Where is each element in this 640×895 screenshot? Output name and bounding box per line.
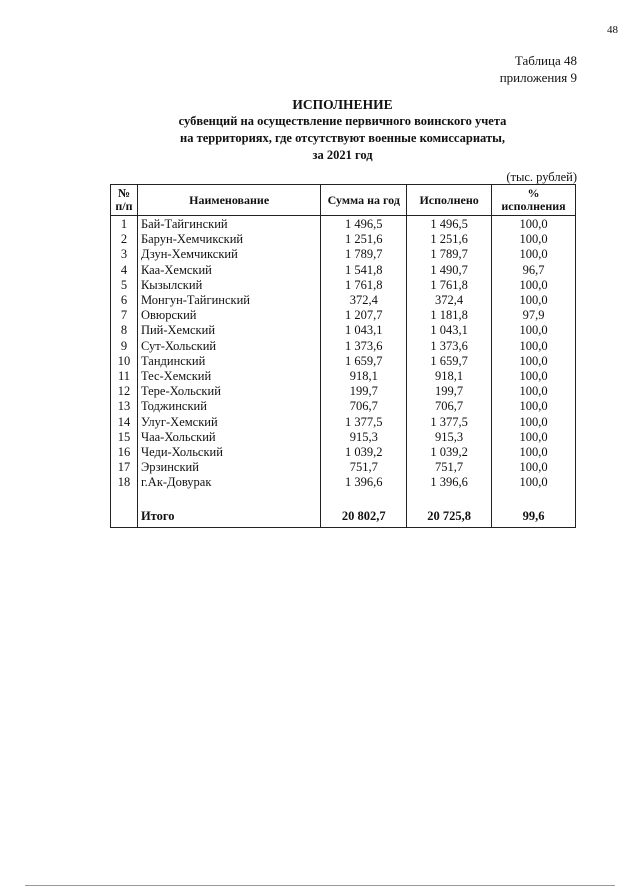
row-year-sum: 1 039,2 <box>321 445 407 460</box>
row-executed: 1 043,1 <box>407 323 492 338</box>
row-executed: 1 039,2 <box>407 445 492 460</box>
row-name: Каа-Хемский <box>137 263 320 278</box>
table-row <box>111 399 576 414</box>
row-executed: 1 496,5 <box>407 216 492 233</box>
header-num <box>111 185 138 216</box>
row-name: Тес-Хемский <box>137 369 320 384</box>
row-executed: 372,4 <box>407 293 492 308</box>
table-row <box>111 263 576 278</box>
row-year-sum: 918,1 <box>321 369 407 384</box>
row-number: 10 <box>111 354 138 369</box>
row-year-sum: 199,7 <box>321 384 407 399</box>
row-executed: 915,3 <box>407 430 492 445</box>
row-pct: 100,0 <box>492 247 576 262</box>
row-year-sum: 372,4 <box>321 293 407 308</box>
table-ref-line2: приложения 9 <box>499 70 577 85</box>
table-row <box>111 278 576 293</box>
row-year-sum: 1 789,7 <box>321 247 407 262</box>
row-name: Тере-Хольский <box>137 384 320 399</box>
row-executed: 918,1 <box>407 369 492 384</box>
row-number: 8 <box>111 323 138 338</box>
row-pct: 100,0 <box>492 369 576 384</box>
row-pct: 96,7 <box>492 263 576 278</box>
title-line3: на территориях, где отсутствуют военные комиссариаты, <box>180 131 505 145</box>
row-pct: 100,0 <box>492 278 576 293</box>
row-year-sum: 1 373,6 <box>321 339 407 354</box>
row-pct: 100,0 <box>492 475 576 490</box>
table-row <box>111 354 576 369</box>
row-year-sum: 1 207,7 <box>321 308 407 323</box>
row-number: 4 <box>111 263 138 278</box>
row-year-sum: 1 043,1 <box>321 323 407 338</box>
row-number: 3 <box>111 247 138 262</box>
row-name: Монгун-Тайгинский <box>137 293 320 308</box>
row-number: 5 <box>111 278 138 293</box>
row-pct: 100,0 <box>492 293 576 308</box>
header-num-line1: № <box>117 186 130 200</box>
row-name: Чеди-Хольский <box>137 445 320 460</box>
row-name: Сут-Хольский <box>137 339 320 354</box>
spacer-cell <box>492 490 576 505</box>
row-executed: 1 789,7 <box>407 247 492 262</box>
row-number: 1 <box>111 216 138 233</box>
row-pct: 97,9 <box>492 308 576 323</box>
row-pct: 100,0 <box>492 339 576 354</box>
table-ref-line1: Таблица 48 <box>514 53 577 68</box>
row-year-sum: 751,7 <box>321 460 407 475</box>
table-row <box>111 430 576 445</box>
table-row <box>111 323 576 338</box>
row-pct: 100,0 <box>492 232 576 247</box>
total-executed: 20 725,8 <box>407 505 492 528</box>
row-pct: 100,0 <box>492 430 576 445</box>
header-executed: Исполнено <box>407 185 492 216</box>
table-row <box>111 445 576 460</box>
spacer-cell <box>321 490 407 505</box>
row-number: 18 <box>111 475 138 490</box>
table-row <box>111 475 576 490</box>
row-year-sum: 1 541,8 <box>321 263 407 278</box>
header-year-sum: Сумма на год <box>321 185 407 216</box>
row-year-sum: 915,3 <box>321 430 407 445</box>
row-number: 6 <box>111 293 138 308</box>
row-year-sum: 1 377,5 <box>321 414 407 429</box>
row-executed: 1 373,6 <box>407 339 492 354</box>
row-pct: 100,0 <box>492 399 576 414</box>
row-number: 2 <box>111 232 138 247</box>
total-year-sum: 20 802,7 <box>321 505 407 528</box>
row-pct: 100,0 <box>492 384 576 399</box>
spacer-cell <box>137 490 320 505</box>
row-pct: 100,0 <box>492 216 576 233</box>
table-row <box>111 308 576 323</box>
row-number: 17 <box>111 460 138 475</box>
total-name: Итого <box>137 505 320 528</box>
row-executed: 706,7 <box>407 399 492 414</box>
row-executed: 1 396,6 <box>407 475 492 490</box>
spacer-row <box>111 490 576 505</box>
row-number: 16 <box>111 445 138 460</box>
header-row <box>111 185 576 216</box>
table-row <box>111 414 576 429</box>
row-executed: 1 490,7 <box>407 263 492 278</box>
row-name: Кызылский <box>137 278 320 293</box>
row-number: 7 <box>111 308 138 323</box>
row-year-sum: 1 251,6 <box>321 232 407 247</box>
row-pct: 100,0 <box>492 354 576 369</box>
row-executed: 199,7 <box>407 384 492 399</box>
row-executed: 1 761,8 <box>407 278 492 293</box>
spacer-cell <box>111 490 138 505</box>
row-number: 13 <box>111 399 138 414</box>
row-year-sum: 1 761,8 <box>321 278 407 293</box>
row-executed: 1 251,6 <box>407 232 492 247</box>
row-executed: 1 659,7 <box>407 354 492 369</box>
table-row <box>111 247 576 262</box>
header-num-line2: п/п <box>115 199 133 213</box>
row-name: Бай-Тайгинский <box>137 216 320 233</box>
title-line2: субвенций на осуществление первичного воинского учета <box>178 114 507 128</box>
total-row <box>111 505 576 528</box>
row-number: 12 <box>111 384 138 399</box>
table-row <box>111 384 576 399</box>
title-main: ИСПОЛНЕНИЕ <box>292 97 393 112</box>
row-name: Барун-Хемчикский <box>137 232 320 247</box>
row-number: 11 <box>111 369 138 384</box>
spacer-cell <box>407 490 492 505</box>
row-pct: 100,0 <box>492 323 576 338</box>
subvention-table <box>110 184 576 528</box>
row-number: 15 <box>111 430 138 445</box>
row-number: 9 <box>111 339 138 354</box>
row-name: Чаа-Хольский <box>137 430 320 445</box>
row-executed: 1 377,5 <box>407 414 492 429</box>
header-pct-line2: исполнения <box>501 199 566 213</box>
page-number: 48 <box>607 24 618 36</box>
table-row <box>111 216 576 233</box>
table-row <box>111 232 576 247</box>
row-year-sum: 1 659,7 <box>321 354 407 369</box>
header-pct-line1: % <box>527 186 540 200</box>
title-line4: за 2021 год <box>312 148 373 162</box>
row-pct: 100,0 <box>492 445 576 460</box>
row-name: Пий-Хемский <box>137 323 320 338</box>
table-body <box>111 216 576 528</box>
row-number: 14 <box>111 414 138 429</box>
row-name: Тандинский <box>137 354 320 369</box>
units-label: (тыс. рублей) <box>506 170 577 184</box>
table-row <box>111 460 576 475</box>
table-row <box>111 293 576 308</box>
footer-rule <box>25 885 615 886</box>
table-row <box>111 369 576 384</box>
row-name: Овюрский <box>137 308 320 323</box>
row-name: Дзун-Хемчикский <box>137 247 320 262</box>
row-name: Тоджинский <box>137 399 320 414</box>
row-name: Улуг-Хемский <box>137 414 320 429</box>
row-name: г.Ак-Довурак <box>137 475 320 490</box>
document-title <box>110 96 575 164</box>
row-name: Эрзинский <box>137 460 320 475</box>
row-year-sum: 1 496,5 <box>321 216 407 233</box>
row-pct: 100,0 <box>492 460 576 475</box>
row-year-sum: 1 396,6 <box>321 475 407 490</box>
total-pct: 99,6 <box>492 505 576 528</box>
header-name: Наименование <box>137 185 320 216</box>
table-reference <box>500 52 577 86</box>
header-pct <box>492 185 576 216</box>
row-executed: 1 181,8 <box>407 308 492 323</box>
row-executed: 751,7 <box>407 460 492 475</box>
table-header <box>111 185 576 216</box>
row-pct: 100,0 <box>492 414 576 429</box>
table-row <box>111 339 576 354</box>
row-year-sum: 706,7 <box>321 399 407 414</box>
total-num-cell <box>111 505 138 528</box>
